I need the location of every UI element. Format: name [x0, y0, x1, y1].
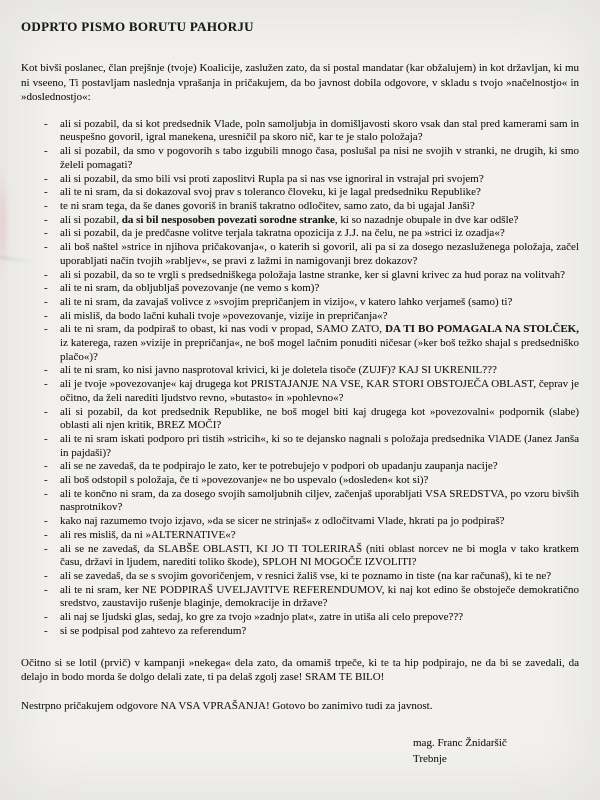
question-item [21, 214, 579, 228]
bullet-dash: - [44, 186, 48, 199]
closing-paragraph-2: Nestrpno pričakujem odgovore NA VSA VPRAŠANJA! Gotovo bo zanimivo tudi za javnost. [21, 700, 433, 713]
question-text: ali te ni sram, da obljubljaš povezovanje (ne vemo s kom)? [60, 282, 320, 295]
question-text: , ki so nazadnje obupale in dve kar odšle? [334, 213, 519, 226]
bullet-dash: - [44, 611, 48, 624]
question-item [21, 118, 579, 145]
question-text: ali te ni sram, da si dokazoval svoj prav s toleranco človeku, ki je lagal predsedniku Republike? [60, 186, 481, 199]
bullet-dash: - [44, 323, 48, 336]
question-text: si se podpisal pod zahtevo za referendum? [60, 624, 247, 637]
question-text: ali res misliš, da ni »ALTERNATIVE«? [60, 528, 236, 541]
question-item [21, 241, 579, 268]
question-item [21, 323, 579, 364]
bullet-dash: - [44, 624, 48, 637]
bullet-dash: - [44, 487, 48, 500]
question-item [21, 515, 579, 529]
question-item [21, 145, 579, 172]
bullet-dash: - [44, 583, 48, 596]
bullet-dash: - [44, 200, 48, 212]
bullet-dash: - [44, 145, 48, 158]
question-text: ali boš odstopil s položaja, če ti »povezovanje« ne bo uspevalo (»dosleden« kot si)? [60, 474, 429, 487]
question-item [21, 543, 579, 570]
question-text: ali te končno ni sram, da za dosego svojih samoljubnih ciljev, začenjaš uporabljati VSA SREDSTVA, po vzoru bivših nasprotnikov? [60, 487, 579, 514]
bullet-dash: - [44, 268, 48, 281]
question-text: ali se ne zavedaš, da te podpirajo le zato, ker te potrebujejo v podpori ob upadanju zaupanja nacije? [60, 460, 498, 473]
bullet-dash: - [44, 227, 48, 240]
closing-paragraph-1: Očitno si se lotil (prvič) v kampanji »nekega« dela zato, da omamiš trpeče, ki te ta hip podpirajo, ne da bi se zavedali, da delajo in bodo morda še dolgo delali zate, ti pa delaš zgolj zase! SRAM TE BILO! [21, 656, 579, 683]
question-item [21, 570, 579, 584]
question-item [21, 611, 579, 625]
question-item [21, 529, 579, 543]
signature-place: Trebnje [413, 752, 447, 765]
question-item [21, 625, 579, 639]
question-item [21, 364, 579, 378]
bullet-dash: - [44, 364, 48, 377]
signature-block [413, 735, 579, 767]
bullet-dash: - [44, 117, 48, 130]
bullet-dash: - [44, 213, 48, 226]
question-text: ali si pozabil, da smo v pogovorih s tabo izgubili mnogo časa, poslušal pa nisi ne svojih v stranki, ne drugih, ki smo želeli pomagati? [60, 145, 579, 171]
question-text: ali te ni sram, da podpiraš to obast, ki nas vodi v propad, SAMO ZATO, [60, 323, 386, 336]
bullet-dash: - [44, 282, 48, 295]
question-item [21, 269, 579, 283]
bullet-dash: - [44, 405, 48, 418]
letter-intro: Kot bivši poslanec, član prejšnje (tvoje) Koalicije, zaslužen zato, da si postal mandatar (kar obžalujem) in kot državljan, ki mu ni vseeno, Ti postavljam naslednja vprašanja in pričakujem, da bo javnost dobila odgovore, v skladu s tvojo »načelnostjo« in »doslednostjo«: [21, 62, 579, 104]
question-text: ali naj se ljudski glas, sedaj, ko gre za tvojo »zadnjo plat«, zatre in utiša ali celo prepove??? [60, 611, 464, 624]
question-item [21, 282, 579, 296]
bullet-dash: - [44, 378, 48, 391]
question-text: ali si pozabil, da je predčasne volitve terjala takratna opozicija z J.J. na čelu, ne pa »strici iz ozadja«? [60, 227, 505, 240]
question-list [21, 118, 579, 639]
scan-smudge [0, 168, 9, 278]
question-text: ali misliš, da bodo lačni kuhali tvoje »povezovanje, vizije in prepričanja«? [60, 309, 388, 322]
question-text: ali si pozabil, da smo bili vsi proti zaposlitvi Rupla pa si nas vse ignoriral in vstrajal pri svojem? [60, 172, 484, 185]
bullet-dash: - [44, 172, 48, 185]
signature-name: mag. Franc Žnidaršič [413, 736, 507, 749]
question-text: iz katerega, razen »vizije in prepričanja«, ne boš mogel lačnim ponuditi ničesar (»ker boš težko shajal s predsedniško plačo«)? [60, 337, 579, 363]
bullet-dash: - [44, 309, 48, 322]
question-text: ali boš naštel »strice in njihova pričakovanja«, o katerih si govoril, ali pa si za dosego nezasluženega položaja, začel uporabljati način tvojih »rabljev«, se pravi z lažmi in namigovanji brez dokazov? [60, 241, 579, 267]
question-item [21, 227, 579, 241]
question-text: ali si pozabil, [60, 213, 122, 226]
question-text: ali si pozabil, da kot predsednik Republike, ne boš mogel biti kaj drugega kot »povezovalni« podpornik (slabe) oblasti ali njen kritik, BREZ MOČI? [60, 405, 579, 432]
question-item [21, 584, 579, 611]
bullet-dash: - [44, 295, 48, 308]
question-text: kako naj razumemo tvojo izjavo, »da se sicer ne strinjaš« z odločitvami Vlade, hkrati pa jo podpiraš? [60, 515, 505, 528]
question-item [21, 173, 579, 187]
bullet-dash: - [44, 432, 48, 445]
bullet-dash: - [44, 241, 48, 254]
question-text: ali te ni sram iskati podporo pri tistih »stricih«, ki so te dejansko nagnali s položaja predsednika VlADE (Janez Janša in pajdaši)? [60, 432, 579, 459]
question-item [21, 433, 579, 460]
question-text: te ni sram tega, da še danes govoriš in braniš takratno odločitev, samo zato, da bi ugajal Janši? [60, 200, 475, 212]
question-item [21, 200, 579, 214]
bullet-dash: - [44, 460, 48, 473]
question-text: ali se ne zavedaš, da SLABŠE OBLASTI, KI JO TI TOLERIRAŠ (niti oblast norcev ne bi mogla v tako kratkem času, državi in ljudem, narediti toliko škode), SPLOH NI MOGOČE IZVOLITI? [60, 542, 579, 569]
question-text: ali te ni sram, ker NE PODPIRAŠ UVELJAVITVE REFERENDUMOV, ki naj kot edino še obstoječe demokratično sredstvo, zaustavijo rušenje blaginje, demokracije in države? [60, 583, 579, 610]
question-text: DA TI BO POMAGALA NA STOLČEK, [385, 323, 579, 336]
question-item [21, 186, 579, 200]
question-item [21, 296, 579, 310]
question-text: ali si pozabil, da so te vrgli s predsedniškega položaja lastne stranke, ker si glavni krivec za hud poraz na volitvah? [60, 268, 566, 281]
question-text: ali si pozabil, da si kot predsednik Vlade, poln samoljubja in domišljavosti skoro vsak dan stal pred kamerami sam in neuspešno govoril, igral manekena, uresničil pa skoro nič, kar te je stalo položaja? [60, 117, 579, 144]
question-item [21, 488, 579, 515]
bullet-dash: - [44, 515, 48, 528]
question-text: ali te ni sram, da zavajaš volivce z »svojim prepričanjem in vizijo«, v katero lahko verjameš (samo) ti? [60, 295, 513, 308]
question-item [21, 406, 579, 433]
question-item [21, 378, 579, 405]
bullet-dash: - [44, 474, 48, 487]
question-item [21, 310, 579, 324]
question-item [21, 474, 579, 488]
bullet-dash: - [44, 542, 48, 555]
bullet-dash: - [44, 569, 48, 582]
question-text: da si bil nesposoben povezati sorodne stranke [121, 213, 335, 226]
question-text: ali te ni sram, ko nisi javno nasprotoval krivici, ki je doletela tisoče (ZUJF)? KAJ SI UKRENIL??? [60, 364, 497, 377]
letter-title: ODPRTO PISMO BORUTU PAHORJU [21, 19, 254, 34]
question-text: ali se zavedaš, da se s svojim govoričenjem, v resnici žališ vse, ki te poznamo in tiste (na kar računaš), ki te ne? [60, 569, 552, 582]
question-item [21, 460, 579, 474]
bullet-dash: - [44, 528, 48, 541]
question-text: ali je tvoje »povezovanje« kaj drugega kot PRISTAJANJE NA VSE, KAR STORI OBSTOJEČA OBLAST, čeprav je očitno, da želi narediti ljudstvo revno, »butasto« in »pohlevno«? [60, 378, 579, 404]
